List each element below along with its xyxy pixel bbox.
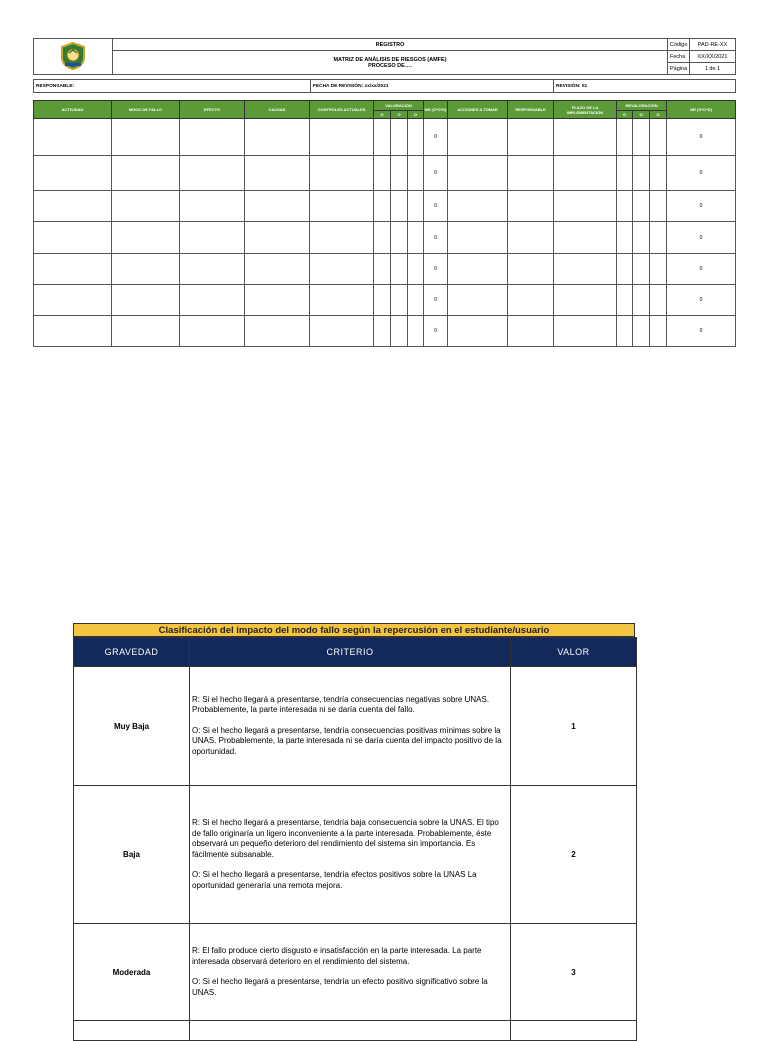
- nr2-cell: 0: [667, 191, 736, 222]
- matrix-cell: [245, 119, 310, 156]
- header-title-matriz: [113, 51, 668, 75]
- criteria-valor: 1: [511, 667, 637, 786]
- matrix-cell: [34, 254, 112, 285]
- matrix-cell: [633, 119, 650, 156]
- col-revaloracion: REVALORACIÓN: [617, 101, 667, 111]
- matrix-cell: [34, 156, 112, 191]
- col-valoracion: VALORACIÓN: [374, 101, 424, 111]
- matrix-cell: [310, 191, 374, 222]
- col-nr2: NR (G*O*D): [667, 101, 736, 119]
- matrix-cell: [508, 191, 554, 222]
- col-efecto: EFECTO: [180, 101, 245, 119]
- criteria-row: [74, 786, 637, 924]
- matrix-cell: [408, 222, 424, 254]
- matrix-cell: [180, 316, 245, 347]
- matrix-cell: [310, 119, 374, 156]
- document-header: [33, 38, 736, 75]
- matrix-cell: [408, 316, 424, 347]
- criteria-gravedad: Baja: [74, 786, 190, 924]
- matrix-cell: [374, 285, 391, 316]
- matrix-cell: [508, 156, 554, 191]
- nr-cell: 0: [424, 119, 448, 156]
- matrix-cell: [448, 119, 508, 156]
- matrix-cell: [391, 254, 408, 285]
- criteria-text-o: O: Si el hecho llegará a presentarse, tendría un efecto positivo significativo sobre la UNAS.: [192, 977, 488, 997]
- matrix-cell: [310, 156, 374, 191]
- matrix-cell: [617, 222, 633, 254]
- codigo-value: PAD-RE-XX: [690, 39, 736, 51]
- matrix-cell: [508, 316, 554, 347]
- matrix-cell: [508, 285, 554, 316]
- criteria-valor: 3: [511, 924, 637, 1021]
- col-plazo: PLAZO DE LA IMPLEMENTACIÓN: [554, 101, 617, 119]
- matrix-cell: [34, 191, 112, 222]
- matrix-cell: [34, 285, 112, 316]
- responsable-field: RESPONSABLE:: [34, 80, 311, 93]
- col-o: O: [391, 111, 408, 119]
- col-nr: NR (G*O*D): [424, 101, 448, 119]
- matrix-cell: [180, 285, 245, 316]
- matrix-cell: [554, 119, 617, 156]
- matrix-cell: [448, 222, 508, 254]
- col-responsable: RESPONSABLE: [508, 101, 554, 119]
- matrix-cell: [374, 191, 391, 222]
- criteria-criterio: [190, 786, 511, 924]
- header-title-registro: REGISTRO: [113, 39, 668, 51]
- matrix-cell: [633, 285, 650, 316]
- criteria-text-o: O: Si el hecho llegará a presentarse, tendría efectos positivos sobre la UNAS La oportunidad generaría una remota mejora.: [192, 870, 477, 890]
- matrix-row: [34, 222, 736, 254]
- matrix-cell: [245, 285, 310, 316]
- matrix-cell: [650, 191, 667, 222]
- matrix-cell: [408, 119, 424, 156]
- criteria-criterio: [190, 667, 511, 786]
- matrix-cell: [245, 156, 310, 191]
- nr-cell: 0: [424, 316, 448, 347]
- criteria-gravedad: Muy Baja: [74, 667, 190, 786]
- matrix-cell: [112, 316, 180, 347]
- nr-cell: 0: [424, 156, 448, 191]
- matrix-cell: [554, 191, 617, 222]
- matrix-cell: [112, 119, 180, 156]
- matrix-cell: [448, 156, 508, 191]
- matrix-cell: [633, 254, 650, 285]
- criteria-text-r: R: Si el hecho llegará a presentarse, tendría baja consecuencia sobre la UNAS. El tipo de fallo originaría un ligero inconveniente a la parte interesada. Probablemente, éste observará un pequeño deterioro del rendimiento del sistema sin importancia. Es fácilmente subsanable.: [192, 818, 499, 859]
- matrix-cell: [310, 254, 374, 285]
- matrix-cell: [374, 316, 391, 347]
- matrix-cell: [34, 222, 112, 254]
- matrix-cell: [633, 191, 650, 222]
- fecha-label: Fecha: [668, 51, 690, 63]
- matrix-row: [34, 254, 736, 285]
- matrix-cell: [554, 156, 617, 191]
- matrix-cell: [34, 119, 112, 156]
- matrix-cell: [650, 285, 667, 316]
- matrix-row: [34, 156, 736, 191]
- col-acciones: ACCIONES A TOMAR: [448, 101, 508, 119]
- matrix-cell: [245, 316, 310, 347]
- matrix-cell: [650, 222, 667, 254]
- criteria-row: [74, 667, 637, 786]
- nr-cell: 0: [424, 222, 448, 254]
- matrix-cell: [391, 316, 408, 347]
- matrix-cell: [180, 254, 245, 285]
- matrix-cell: [633, 316, 650, 347]
- criteria-row: [74, 924, 637, 1021]
- nr-cell: 0: [424, 191, 448, 222]
- matrix-cell: [180, 156, 245, 191]
- matrix-cell: [633, 222, 650, 254]
- criteria-text-o: O: Si el hecho llegará a presentarse, tendría consecuencias positivas mínimas sobre la UNAS. Probablemente, la parte interesada ni se daría cuenta del impacto positivo de la oportunidad.: [192, 725, 502, 756]
- nr2-cell: 0: [667, 285, 736, 316]
- matrix-cell: [408, 156, 424, 191]
- matrix-cell: [650, 254, 667, 285]
- matrix-cell: [554, 254, 617, 285]
- matrix-cell: [554, 222, 617, 254]
- pagina-label: Página: [668, 63, 690, 75]
- criteria-gravedad: Moderada: [74, 924, 190, 1021]
- col-modo-fallo: MODO DE FALLO: [112, 101, 180, 119]
- criteria-col-valor: VALOR: [511, 638, 637, 667]
- criteria-col-criterio: CRITERIO: [190, 638, 511, 667]
- matrix-row: [34, 285, 736, 316]
- matrix-cell: [617, 254, 633, 285]
- col-controles: CONTROLES ACTUALES: [310, 101, 374, 119]
- meta-row: [33, 79, 736, 93]
- col-o2: O: [633, 111, 650, 119]
- matrix-cell: [650, 316, 667, 347]
- matrix-cell: [180, 191, 245, 222]
- university-seal-logo: [58, 41, 88, 71]
- matrix-cell: [408, 254, 424, 285]
- matrix-cell: [391, 191, 408, 222]
- matrix-cell: [245, 254, 310, 285]
- col-g: G: [374, 111, 391, 119]
- matrix-cell: [617, 285, 633, 316]
- nr2-cell: 0: [667, 119, 736, 156]
- matrix-cell: [617, 119, 633, 156]
- matrix-cell: [633, 156, 650, 191]
- pagina-value: 1 de 1: [690, 63, 736, 75]
- nr2-cell: 0: [667, 316, 736, 347]
- criteria-title: Clasificación del impacto del modo fallo según la repercusión en el estudiante/usuario: [73, 623, 635, 637]
- matrix-cell: [448, 285, 508, 316]
- matrix-cell: [374, 254, 391, 285]
- matrix-row: [34, 119, 736, 156]
- logo-cell: [34, 39, 113, 75]
- matrix-cell: [374, 156, 391, 191]
- matrix-cell: [650, 119, 667, 156]
- matrix-cell: [554, 316, 617, 347]
- criteria-valor: 2: [511, 786, 637, 924]
- matrix-cell: [112, 285, 180, 316]
- matrix-cell: [391, 119, 408, 156]
- fecha-value: XX/XX/2021: [690, 51, 736, 63]
- criteria-table: [73, 637, 637, 1041]
- matrix-cell: [508, 222, 554, 254]
- matrix-cell: [112, 222, 180, 254]
- matrix-cell: [245, 222, 310, 254]
- amfe-matrix: [33, 100, 736, 347]
- matrix-cell: [112, 156, 180, 191]
- matrix-cell: [310, 316, 374, 347]
- matrix-cell: [180, 222, 245, 254]
- proceso-title: PROCESO DE….: [368, 62, 412, 69]
- matrix-row: [34, 191, 736, 222]
- col-causas: CAUSAS: [245, 101, 310, 119]
- matrix-cell: [374, 119, 391, 156]
- matrix-cell: [448, 316, 508, 347]
- criteria-col-gravedad: GRAVEDAD: [74, 638, 190, 667]
- matrix-cell: [391, 156, 408, 191]
- criteria-criterio: [190, 924, 511, 1021]
- matrix-cell: [112, 254, 180, 285]
- nr2-cell: 0: [667, 254, 736, 285]
- matrix-row: [34, 316, 736, 347]
- col-d: D: [408, 111, 424, 119]
- col-g2: G: [617, 111, 633, 119]
- matrix-cell: [448, 191, 508, 222]
- nr2-cell: 0: [667, 156, 736, 191]
- matrix-cell: [310, 285, 374, 316]
- matrix-cell: [617, 316, 633, 347]
- matrix-cell: [650, 156, 667, 191]
- col-actividad: ACTIVIDAD: [34, 101, 112, 119]
- nr-cell: 0: [424, 285, 448, 316]
- col-d2: D: [650, 111, 667, 119]
- matrix-cell: [617, 156, 633, 191]
- matrix-cell: [408, 191, 424, 222]
- matrix-cell: [554, 285, 617, 316]
- matrix-cell: [310, 222, 374, 254]
- nr2-cell: 0: [667, 222, 736, 254]
- revision-field: REVISIÓN: 01: [554, 80, 736, 93]
- matrix-cell: [391, 222, 408, 254]
- matrix-cell: [180, 119, 245, 156]
- matrix-cell: [508, 119, 554, 156]
- criteria-text-r: R: Si el hecho llegará a presentarse, tendría consecuencias negativas sobre UNAS. Probablemente, la parte interesada ni se daría cuenta del fallo.: [192, 694, 490, 715]
- matrix-cell: [408, 285, 424, 316]
- matrix-cell: [245, 191, 310, 222]
- matrix-cell: [34, 316, 112, 347]
- matriz-title: MATRIZ DE ANÁLISIS DE RIESGOS (AMFE): [333, 56, 447, 63]
- matrix-cell: [617, 191, 633, 222]
- matrix-cell: [448, 254, 508, 285]
- nr-cell: 0: [424, 254, 448, 285]
- matrix-cell: [508, 254, 554, 285]
- matrix-cell: [112, 191, 180, 222]
- matrix-cell: [391, 285, 408, 316]
- codigo-label: Código: [668, 39, 690, 51]
- criteria-text-r: R: El fallo produce cierto disgusto e insatisfacción en la parte interesada. La parte interesada observará deterioro en el rendimiento del sistema.: [192, 946, 482, 966]
- matrix-cell: [374, 222, 391, 254]
- fecha-revision-field: FECHA DE REVISIÓN: xx/xx/2021: [311, 80, 554, 93]
